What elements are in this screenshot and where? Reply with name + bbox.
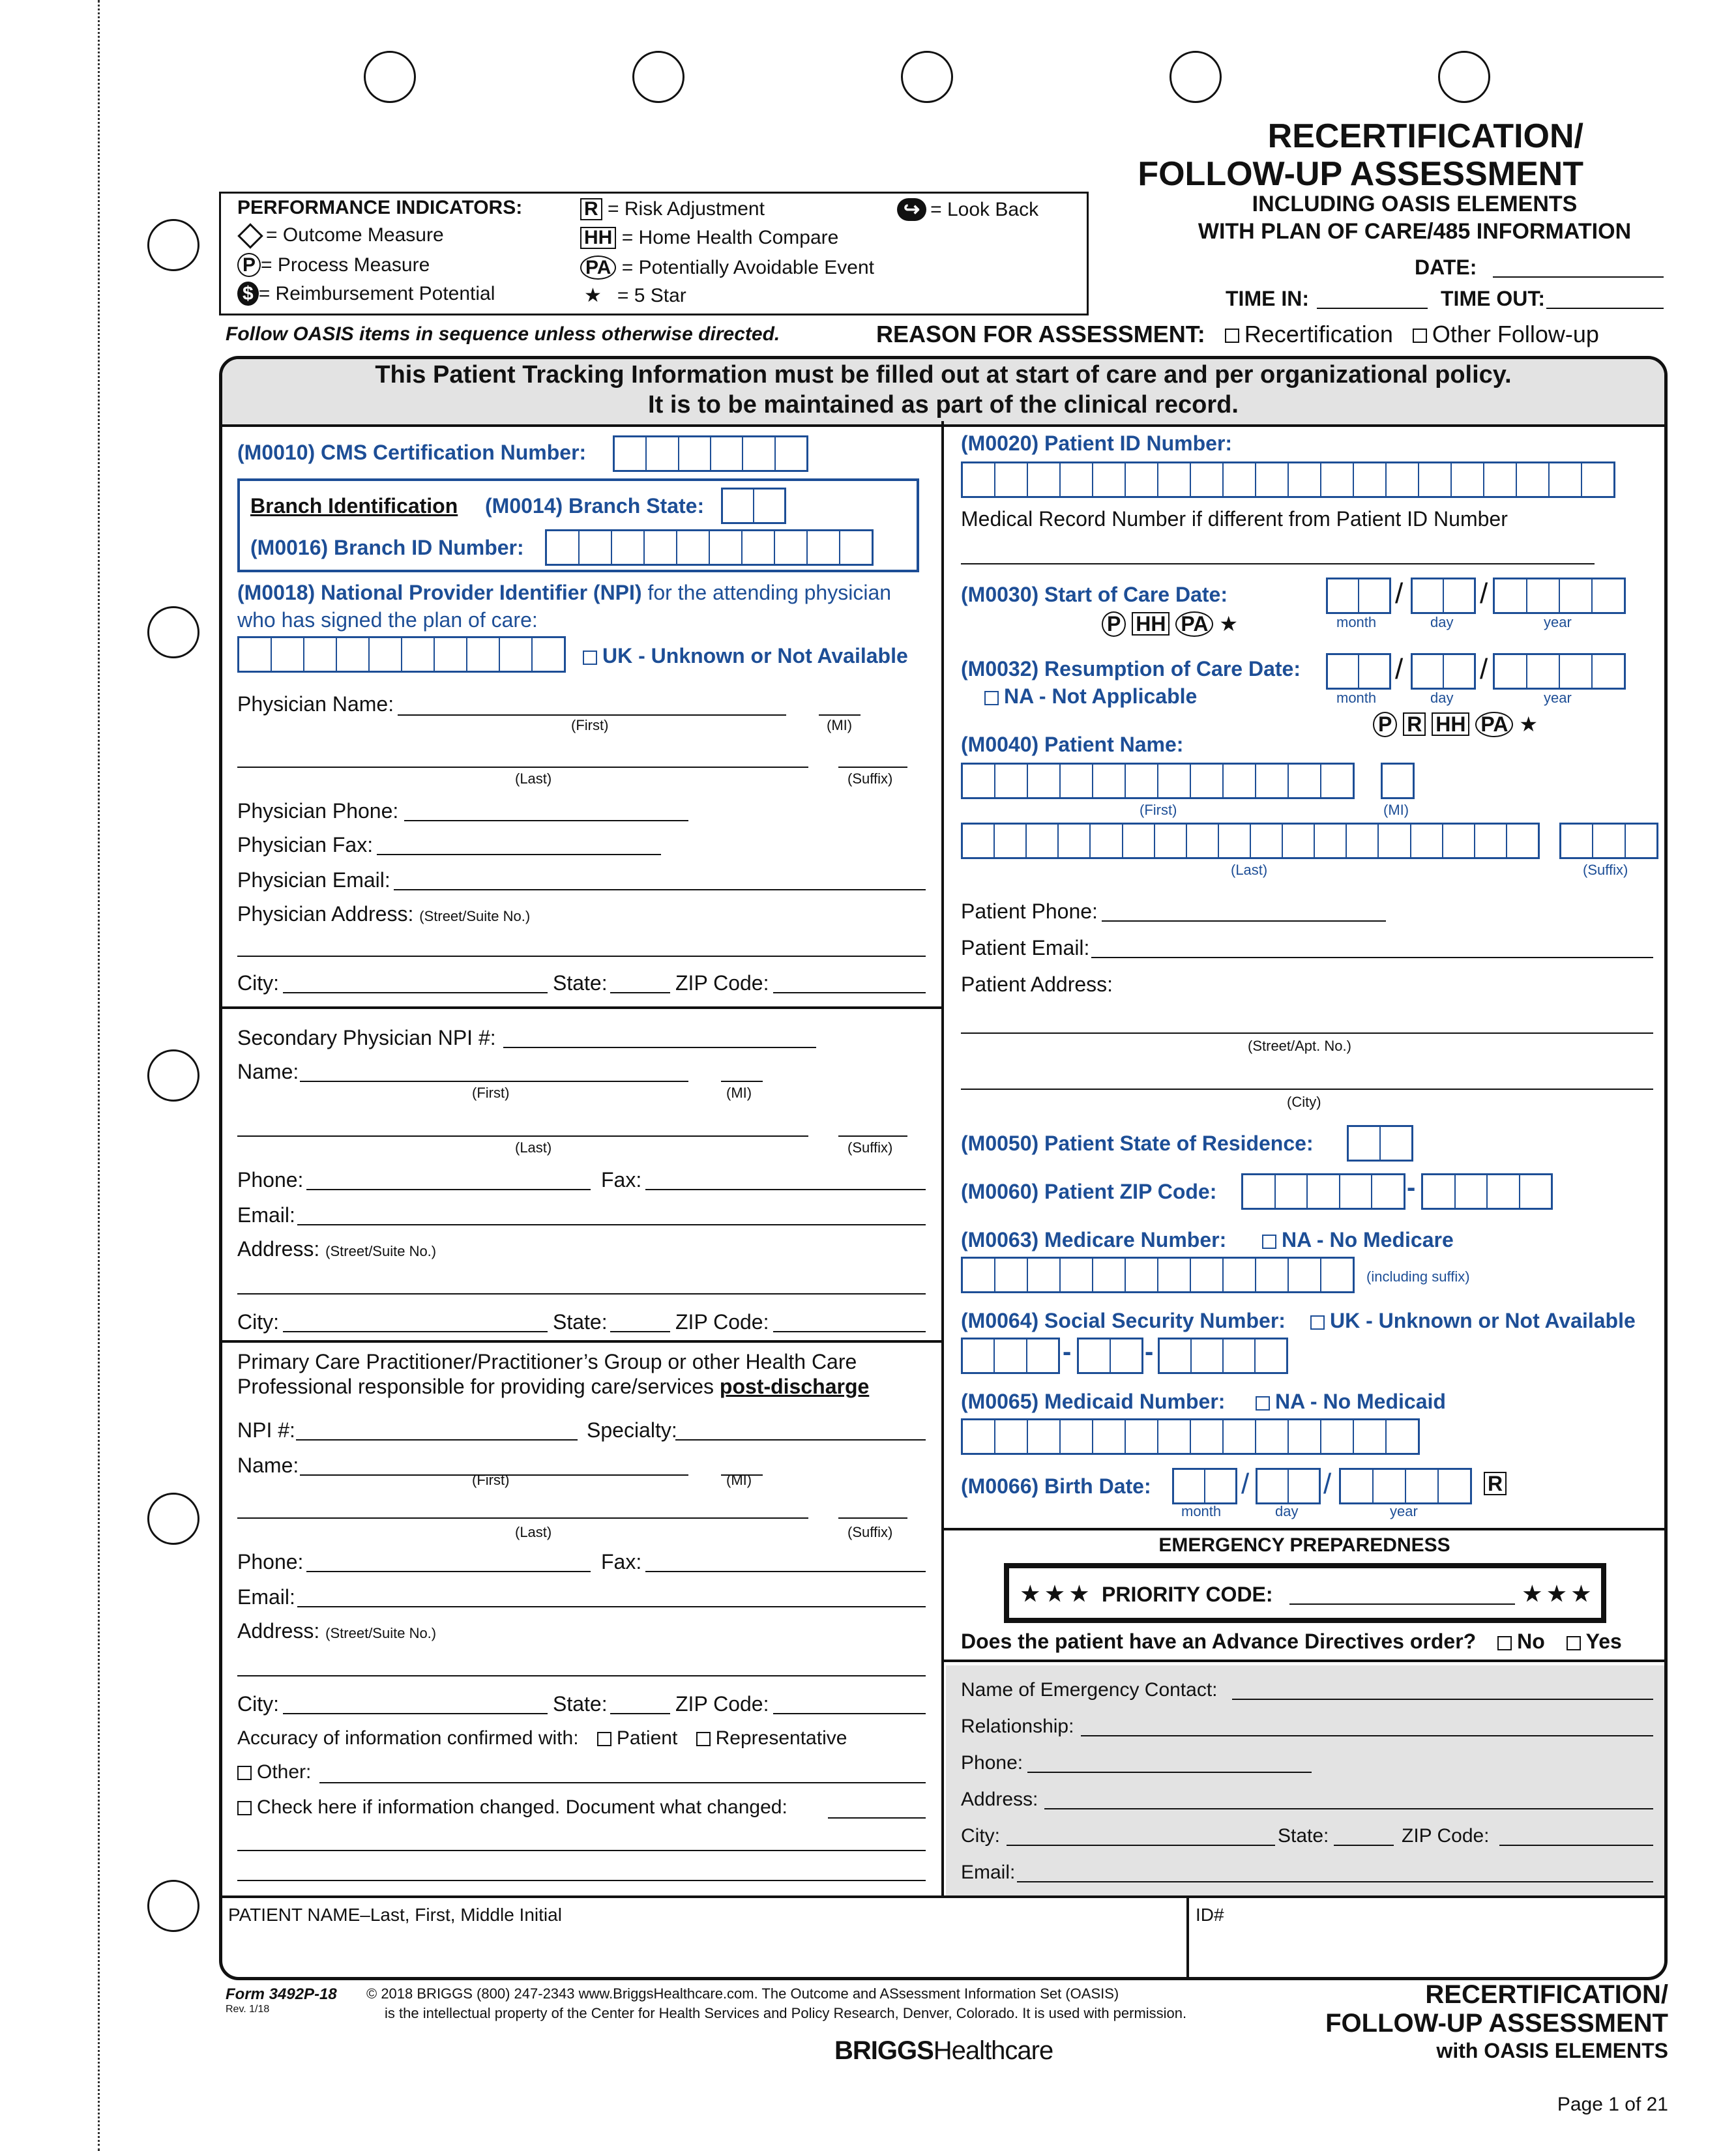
sub-first: (First) — [571, 717, 609, 733]
secondary-address-field[interactable] — [237, 1293, 926, 1295]
footer-title-line-1: RECERTIFICATION/ — [1425, 1980, 1668, 2009]
time-out-label: TIME OUT: — [1441, 287, 1545, 310]
emergency-phone-label: Phone: — [961, 1752, 1023, 1774]
soc-year-boxes[interactable] — [1493, 578, 1626, 614]
m0040-label: (M0040) Patient Name: — [961, 733, 1184, 756]
secondary-npi-label: Secondary Physician NPI #: — [237, 1026, 496, 1049]
physician-address-field[interactable] — [237, 956, 926, 957]
other-follow-up-checkbox[interactable]: Other Follow-up — [1413, 321, 1599, 347]
section-divider — [220, 1006, 943, 1009]
m0064-label: (M0064) Social Security Number: — [961, 1309, 1286, 1332]
section-divider — [943, 1660, 1666, 1662]
physician-phone-label: Physician Phone: — [237, 799, 399, 823]
risk-indicator: R = Risk Adjustment — [580, 198, 765, 220]
m0032-label: (M0032) Resumption of Care Date: — [961, 657, 1301, 680]
m0060-label: (M0060) Patient ZIP Code: — [961, 1180, 1217, 1203]
time-in-field[interactable] — [1317, 308, 1428, 309]
bottom-strip-divider — [220, 1895, 1666, 1898]
outcome-diamond-icon — [237, 223, 263, 249]
sub-year: year — [1544, 614, 1572, 630]
m0065-label: (M0065) Medicaid Number: — [961, 1390, 1226, 1413]
pcp-zip-field[interactable] — [773, 1713, 926, 1714]
banner-line-2: It is to be maintained as part of the clinical record. — [648, 391, 1239, 418]
emergency-address-label: Address: — [961, 1789, 1038, 1810]
emergency-address-field[interactable] — [1044, 1808, 1653, 1809]
sub-suffix: (Suffix) — [847, 1139, 893, 1156]
time-in-label: TIME IN: — [1226, 287, 1309, 310]
birth-year-boxes[interactable] — [1339, 1468, 1472, 1504]
ssn-dash: - — [1145, 1338, 1154, 1366]
ssn-dash: - — [1063, 1338, 1072, 1366]
patient-mi-box[interactable] — [1381, 763, 1415, 799]
date-slash: / — [1395, 578, 1404, 609]
date-field[interactable] — [1493, 276, 1664, 278]
patient-checkbox[interactable]: Patient — [597, 1727, 677, 1749]
no-medicare-checkbox[interactable]: NA - No Medicare — [1262, 1228, 1454, 1252]
pcp-name-label: Name: — [237, 1454, 299, 1477]
info-changed-line-3[interactable] — [237, 1880, 926, 1881]
branch-identification-label: Branch Identification — [250, 494, 458, 518]
ssn-part2-boxes[interactable] — [1077, 1338, 1143, 1374]
physician-suffix-field[interactable] — [838, 767, 907, 768]
process-p-icon: P — [237, 253, 261, 277]
emergency-contact-label: Name of Emergency Contact: — [961, 1679, 1218, 1701]
pcp-city-field[interactable] — [283, 1713, 548, 1714]
physician-phone-field[interactable] — [404, 820, 688, 821]
patient-id-boxes[interactable] — [961, 461, 1615, 498]
pcp-phone-label: Phone: — [237, 1550, 304, 1573]
pa-icon: PA — [580, 256, 616, 280]
soc-month-boxes[interactable] — [1326, 578, 1391, 614]
sub-suffix: (Suffix) — [1583, 862, 1628, 878]
priority-code-label: PRIORITY CODE: — [1102, 1583, 1273, 1606]
star-icon: ★ — [1219, 612, 1238, 636]
copyright-line-1: © 2018 BRIGGS (800) 247-2343 www.BriggsHealthcare.com. The Outcome and ASsessment Information Set (OASIS) — [366, 1985, 1119, 2002]
ssn-part1-boxes[interactable] — [961, 1338, 1060, 1374]
process-indicator: P = Process Measure — [237, 253, 430, 277]
physician-address-label: Physician Address: (Street/Suite No.) — [237, 902, 531, 926]
pcp-state-label: State: — [553, 1692, 608, 1716]
cms-certification-boxes[interactable] — [613, 435, 808, 472]
birth-date-risk-icon: R — [1484, 1472, 1507, 1496]
other-field[interactable] — [319, 1782, 926, 1783]
advance-no-checkbox[interactable]: No — [1497, 1630, 1545, 1653]
secondary-last-name-field[interactable] — [237, 1135, 808, 1137]
m0016-label: (M0016) Branch ID Number: — [250, 536, 524, 559]
patient-phone-label: Patient Phone: — [961, 900, 1098, 923]
priority-code-stars-right: ★ ★ ★ — [1523, 1582, 1591, 1605]
m0050-label: (M0050) Patient State of Residence: — [961, 1132, 1314, 1155]
process-p-icon: P — [1102, 611, 1126, 637]
secondary-suffix-field[interactable] — [838, 1135, 907, 1137]
sub-year: year — [1544, 690, 1572, 706]
birth-month-boxes[interactable] — [1172, 1468, 1237, 1504]
priority-code-box — [1004, 1563, 1606, 1623]
info-changed-field[interactable] — [828, 1817, 926, 1819]
representative-checkbox[interactable]: Representative — [696, 1727, 847, 1749]
roc-month-boxes[interactable] — [1326, 653, 1391, 690]
medicaid-number-boxes[interactable] — [961, 1418, 1420, 1455]
sub-first: (First) — [472, 1472, 510, 1488]
sub-city: (City) — [1287, 1094, 1321, 1110]
soc-day-boxes[interactable] — [1411, 578, 1476, 614]
priority-code-field[interactable] — [1289, 1603, 1515, 1605]
sub-day: day — [1430, 614, 1454, 630]
sub-last: (Last) — [515, 1524, 552, 1540]
physician-state-label: State: — [553, 971, 608, 995]
zip-dash: - — [1407, 1173, 1416, 1202]
lookback-indicator: ↪ = Look Back — [897, 198, 1038, 221]
secondary-fax-label: Fax: — [601, 1168, 642, 1192]
briggs-logo: BRIGGSHealthcare — [834, 2036, 1053, 2065]
dollar-icon: $ — [237, 282, 259, 306]
home-health-icon: HH — [580, 227, 616, 249]
emergency-state-label: State: — [1278, 1825, 1329, 1847]
binder-hole — [364, 51, 416, 103]
pa-icon: PA — [1175, 611, 1213, 637]
physician-mi-field[interactable] — [819, 714, 861, 716]
physician-name-label: Physician Name: — [237, 692, 394, 716]
revision: Rev. 1/18 — [226, 2004, 270, 2015]
pcp-suffix-field[interactable] — [838, 1517, 907, 1519]
emergency-city-field[interactable] — [1007, 1845, 1275, 1846]
time-out-field[interactable] — [1546, 308, 1664, 309]
banner — [219, 360, 1668, 420]
m0030-label: (M0030) Start of Care Date: — [961, 583, 1228, 606]
section-divider — [220, 1340, 943, 1343]
date-slash: / — [1395, 653, 1404, 685]
roc-year-boxes[interactable] — [1493, 653, 1626, 690]
process-p-icon: P — [1373, 712, 1397, 737]
star-icon: ★ — [584, 285, 602, 306]
advance-directives: Does the patient have an Advance Directives order? No Yes — [961, 1630, 1622, 1653]
patient-city-field[interactable] — [961, 1089, 1653, 1090]
m0032-indicators — [1373, 712, 1538, 737]
date-label: DATE: — [1415, 256, 1477, 279]
emergency-email-label: Email: — [961, 1862, 1016, 1883]
footer-title-line-3: with OASIS ELEMENTS — [1436, 2039, 1668, 2062]
date-slash: / — [1323, 1468, 1332, 1500]
binder-hole — [147, 219, 199, 271]
sub-last: (Last) — [1231, 862, 1268, 878]
sub-first: (First) — [1140, 802, 1177, 818]
secondary-phone-label: Phone: — [237, 1168, 304, 1192]
emergency-state-field[interactable] — [1334, 1845, 1394, 1846]
sub-suffix: (Suffix) — [847, 770, 893, 787]
physician-first-name-field[interactable] — [398, 714, 786, 716]
secondary-mi-field[interactable] — [721, 1081, 763, 1082]
emergency-city-label: City: — [961, 1825, 1000, 1847]
binder-hole — [632, 51, 684, 103]
secondary-first-name-field[interactable] — [300, 1081, 688, 1082]
star-indicator: ★ = 5 Star — [584, 285, 686, 306]
physician-fax-field[interactable] — [377, 854, 661, 855]
date-slash: / — [1480, 653, 1488, 685]
physician-zip-field[interactable] — [773, 992, 926, 993]
emergency-zip-field[interactable] — [1499, 1845, 1653, 1846]
form-title — [1138, 117, 1583, 193]
pcp-phone-field[interactable] — [306, 1571, 591, 1572]
other-checkbox[interactable]: Other: — [237, 1761, 311, 1783]
emergency-phone-field[interactable] — [1027, 1772, 1312, 1773]
sequence-note: Follow OASIS items in sequence unless otherwise directed. — [226, 323, 780, 345]
pcp-last-name-field[interactable] — [237, 1517, 808, 1519]
date-slash: / — [1480, 578, 1488, 609]
state-of-residence-boxes[interactable] — [1347, 1125, 1413, 1162]
patient-name-field[interactable] — [226, 1929, 1177, 1972]
sub-day: day — [1430, 690, 1454, 706]
accuracy-confirmation: Accuracy of information confirmed with: Patient Representative — [237, 1727, 847, 1749]
branch-state-boxes[interactable] — [721, 488, 786, 524]
birth-day-boxes[interactable] — [1256, 1468, 1321, 1504]
branch-id-boxes[interactable] — [545, 529, 874, 566]
pcp-npi-field[interactable] — [296, 1439, 578, 1441]
patient-suffix-boxes[interactable] — [1559, 823, 1658, 859]
id-field[interactable] — [1196, 1929, 1652, 1972]
reimbursement-indicator: $ = Reimbursement Potential — [237, 282, 495, 306]
info-changed-line-2[interactable] — [237, 1850, 926, 1851]
mrn-label: Medical Record Number if different from Patient ID Number — [961, 507, 1508, 531]
physician-last-name-field[interactable] — [237, 767, 808, 768]
pcp-specialty-label: Specialty: — [587, 1418, 677, 1442]
relationship-field[interactable] — [1081, 1735, 1653, 1736]
pcp-specialty-field[interactable] — [675, 1439, 926, 1441]
pcp-email-label: Email: — [237, 1585, 295, 1609]
sub-month: month — [1336, 690, 1377, 706]
pcp-address-label: Address: (Street/Suite No.) — [237, 1619, 437, 1643]
pcp-city-label: City: — [237, 1692, 279, 1716]
ssn-part3-boxes[interactable] — [1158, 1338, 1288, 1374]
sub-including-suffix: (including suffix) — [1366, 1268, 1470, 1285]
binder-hole — [1438, 51, 1490, 103]
recertification-checkbox[interactable]: Recertification — [1225, 321, 1393, 347]
reason-for-assessment: REASON FOR ASSESSMENT: Recertification Other Follow-up — [876, 321, 1599, 347]
secondary-zip-field[interactable] — [773, 1331, 926, 1332]
sub-month: month — [1181, 1503, 1222, 1519]
m0063-label: (M0063) Medicare Number: — [961, 1228, 1227, 1251]
binder-hole — [147, 606, 199, 658]
perforation-line — [98, 0, 100, 2151]
binder-hole — [147, 1493, 199, 1545]
physician-email-label: Physician Email: — [237, 868, 390, 892]
sub-mi: (MI) — [1383, 802, 1409, 818]
hh-indicator: HH = Home Health Compare — [580, 227, 838, 249]
form-number: Form 3492P-18 — [226, 1985, 337, 2003]
subtitle-line-2: WITH PLAN OF CARE/485 INFORMATION — [1198, 219, 1632, 244]
zip-code-boxes[interactable] — [1241, 1173, 1405, 1210]
physician-state-field[interactable] — [610, 992, 670, 993]
zip-plus-four-boxes[interactable] — [1421, 1173, 1553, 1210]
emergency-preparedness-heading: EMERGENCY PREPAREDNESS — [1158, 1534, 1450, 1556]
risk-r-icon: R — [580, 198, 602, 220]
pa-icon: PA — [1475, 712, 1513, 737]
outcome-indicator: = Outcome Measure — [237, 224, 444, 246]
secondary-address-label: Address: (Street/Suite No.) — [237, 1237, 437, 1261]
m0066-label: (M0066) Birth Date: — [961, 1474, 1151, 1498]
m0014-label: (M0014) Branch State: — [485, 494, 705, 518]
form-subtitle — [1167, 190, 1662, 245]
title-line-2: FOLLOW-UP ASSESSMENT — [1138, 155, 1583, 193]
binder-hole — [147, 1880, 199, 1932]
date-slash: / — [1241, 1468, 1250, 1500]
roc-na-checkbox[interactable]: NA - Not Applicable — [984, 684, 1197, 709]
ssn-unknown-checkbox[interactable]: UK - Unknown or Not Available — [1310, 1309, 1636, 1333]
footer-title — [1325, 1980, 1668, 2064]
m0030-indicators — [1102, 611, 1238, 637]
binder-hole — [147, 1049, 199, 1102]
m0018-label: (M0018) National Provider Identifier (NPI) for the attending physician who has signed the plan of care: — [237, 581, 892, 632]
secondary-name-label: Name: — [237, 1060, 299, 1083]
binder-hole — [901, 51, 953, 103]
patient-email-label: Patient Email: — [961, 936, 1090, 959]
sub-mi: (MI) — [726, 1085, 752, 1101]
patient-name-label: PATIENT NAME–Last, First, Middle Initial — [228, 1905, 562, 1925]
pcp-npi-label: NPI #: — [237, 1418, 295, 1442]
home-health-icon: HH — [1432, 712, 1469, 736]
banner-line-1: This Patient Tracking Information must be filled out at start of care and per organizational policy. — [375, 361, 1512, 388]
secondary-email-field[interactable] — [297, 1224, 926, 1225]
indicators-heading: PERFORMANCE INDICATORS: — [237, 197, 523, 218]
sub-street-apt: (Street/Apt. No.) — [1248, 1038, 1351, 1054]
emergency-email-field[interactable] — [1017, 1881, 1653, 1882]
look-back-arrow-icon: ↪ — [897, 198, 926, 221]
secondary-fax-field[interactable] — [645, 1189, 926, 1190]
secondary-state-field[interactable] — [610, 1331, 670, 1332]
id-label: ID# — [1196, 1905, 1224, 1925]
sub-mi: (MI) — [827, 717, 853, 733]
sub-year: year — [1390, 1503, 1418, 1519]
pcp-fax-field[interactable] — [645, 1571, 926, 1572]
sub-day: day — [1275, 1503, 1299, 1519]
secondary-email-label: Email: — [237, 1203, 295, 1227]
footer-title-line-2: FOLLOW-UP ASSESSMENT — [1325, 2009, 1668, 2038]
column-divider — [941, 421, 944, 1895]
subtitle-line-1: INCLUDING OASIS ELEMENTS — [1252, 192, 1578, 216]
physician-fax-label: Physician Fax: — [237, 833, 374, 856]
secondary-npi-field[interactable] — [503, 1047, 816, 1048]
emergency-contact-field[interactable] — [1232, 1699, 1653, 1700]
secondary-phone-field[interactable] — [306, 1189, 591, 1190]
patient-phone-field[interactable] — [1102, 920, 1386, 922]
patient-address-label: Patient Address: — [961, 973, 1113, 996]
roc-day-boxes[interactable] — [1411, 653, 1476, 690]
patient-first-name-boxes[interactable] — [961, 763, 1355, 799]
patient-street-field[interactable] — [961, 1032, 1653, 1034]
pcp-state-field[interactable] — [610, 1713, 670, 1714]
secondary-zip-label: ZIP Code: — [675, 1310, 769, 1334]
sub-last: (Last) — [515, 1139, 552, 1156]
priority-code-stars-left: ★ ★ ★ — [1021, 1582, 1089, 1605]
physician-city-field[interactable] — [283, 992, 548, 993]
pcp-fax-label: Fax: — [601, 1550, 642, 1573]
section-divider — [943, 1528, 1666, 1530]
patient-email-field[interactable] — [1091, 957, 1653, 958]
medicare-number-boxes[interactable] — [961, 1257, 1355, 1293]
advance-yes-checkbox[interactable]: Yes — [1567, 1630, 1622, 1653]
secondary-state-label: State: — [553, 1310, 608, 1334]
page-number: Page 1 of 21 — [1557, 2094, 1668, 2115]
npi-boxes[interactable] — [237, 636, 566, 673]
binder-hole — [1170, 51, 1222, 103]
physician-zip-label: ZIP Code: — [675, 971, 769, 995]
secondary-city-field[interactable] — [283, 1331, 548, 1332]
physician-city-label: City: — [237, 971, 279, 995]
pcp-zip-label: ZIP Code: — [675, 1692, 769, 1716]
pcp-address-field[interactable] — [237, 1675, 926, 1676]
relationship-label: Relationship: — [961, 1716, 1074, 1737]
no-medicaid-checkbox[interactable]: NA - No Medicaid — [1256, 1390, 1446, 1414]
title-line-1: RECERTIFICATION/ — [1267, 117, 1583, 155]
sub-mi: (MI) — [726, 1472, 752, 1488]
secondary-city-label: City: — [237, 1310, 279, 1334]
m0010-label: (M0010) CMS Certification Number: — [237, 441, 587, 464]
sub-suffix: (Suffix) — [847, 1524, 893, 1540]
id-divider — [1186, 1897, 1189, 1978]
physician-email-field[interactable] — [394, 889, 926, 890]
m0020-label: (M0020) Patient ID Number: — [961, 432, 1233, 455]
copyright-line-2: is the intellectual property of the Center for Health Services and Policy Research, Denver, Colorado. It is used with permission. — [385, 2005, 1187, 2021]
sub-month: month — [1336, 614, 1377, 630]
star-icon: ★ — [1519, 712, 1538, 736]
patient-last-name-boxes[interactable] — [961, 823, 1540, 859]
sub-first: (First) — [472, 1085, 510, 1101]
pcp-description: Primary Care Practitioner/Practitioner’s Group or other Health Care Professional responsible for providing care/services post-discharge — [237, 1350, 870, 1398]
sub-last: (Last) — [515, 770, 552, 787]
emergency-zip-label: ZIP Code: — [1402, 1825, 1490, 1847]
info-changed-checkbox[interactable]: Check here if information changed. Document what changed: — [237, 1796, 787, 1819]
pa-indicator: PA = Potentially Avoidable Event — [580, 256, 874, 280]
npi-unknown-checkbox[interactable]: UK - Unknown or Not Available — [583, 644, 908, 668]
mrn-field[interactable] — [961, 563, 1595, 564]
home-health-icon: HH — [1132, 612, 1170, 636]
risk-r-icon: R — [1403, 712, 1426, 736]
pcp-email-field[interactable] — [297, 1606, 926, 1607]
